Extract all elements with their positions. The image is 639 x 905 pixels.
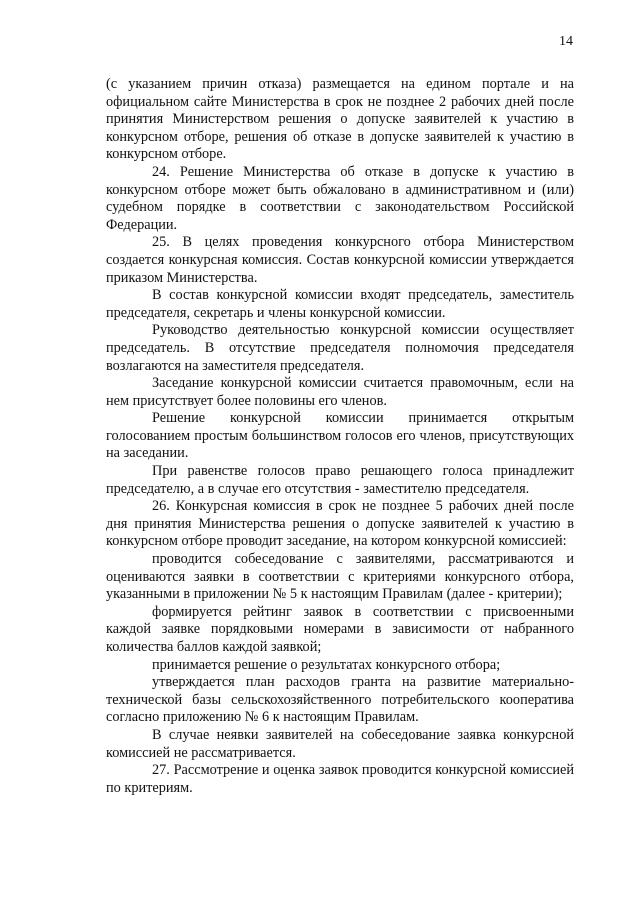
paragraph-25: 25. В целях проведения конкурсного отбора Министерством создается конкурсная комиссия. Состав конкурсной комиссии утверждается приказом Министерства.	[106, 234, 574, 286]
paragraph-quorum: Заседание конкурсной комиссии считается правомочным, если на нем присутствует более половины его членов.	[106, 375, 574, 409]
paragraph-commission-leadership: Руководство деятельностью конкурсной комиссии осуществляет председатель. В отсутствие председателя полномочия председателя возлагаются на заместителя председателя.	[106, 322, 574, 374]
paragraph-interview: проводится собеседование с заявителями, рассматриваются и оцениваются заявки в соответствии с критериями конкурсного отбора, указанными в приложении № 5 к настоящим Правилам (далее - критерии);	[106, 551, 574, 603]
paragraph-results-decision: принимается решение о результатах конкурсного отбора;	[152, 656, 501, 673]
paragraph-continuation: (с указанием причин отказа) размещается на едином портале и на официальном сайте Министерства в срок не позднее 2 рабочих дней после принятия Министерством решения о допуске заявителей к участию в конкурсном отборе, решения об отказе в допуске заявителей к участию в конкурсном отборе.	[106, 76, 574, 163]
paragraph-tie-vote: При равенстве голосов право решающего голоса принадлежит председателю, а в случае его отсутствия - заместителю председателя.	[106, 463, 574, 497]
paragraph-commission-composition: В состав конкурсной комиссии входят председатель, заместитель председателя, секретарь и члены конкурсной комиссии.	[106, 287, 574, 321]
paragraph-24: 24. Решение Министерства об отказе в допуске к участию в конкурсном отборе может быть обжаловано в административном и (или) судебном порядке в соответствии с законодательством Российской Федерации.	[106, 163, 574, 233]
paragraph-decision-voting: Решение конкурсной комиссии принимается открытым голосованием простым большинством голосов его членов, присутствующих на заседании.	[106, 410, 574, 462]
paragraph-26: 26. Конкурсная комиссия в срок не позднее 5 рабочих дней после дня принятия Министерства решения о допуске заявителей к участию в конкурсном отборе проводит заседание, на котором конкурсной комиссией:	[106, 498, 574, 550]
paragraph-27: 27. Рассмотрение и оценка заявок проводится конкурсной комиссией по критериям.	[106, 762, 574, 796]
paragraph-expense-plan: утверждается план расходов гранта на развитие материально-технической базы сельскохозяйственного потребительского кооператива согласно приложению № 6 к настоящим Правилам.	[106, 674, 574, 726]
page-number: 14	[559, 34, 573, 49]
paragraph-rating: формируется рейтинг заявок в соответствии с присвоенными каждой заявке порядковыми номерами в зависимости от набранного количества баллов каждой заявкой;	[106, 603, 574, 655]
document-body	[106, 76, 574, 797]
paragraph-no-show: В случае неявки заявителей на собеседование заявка конкурсной комиссией не рассматривается.	[106, 726, 574, 761]
